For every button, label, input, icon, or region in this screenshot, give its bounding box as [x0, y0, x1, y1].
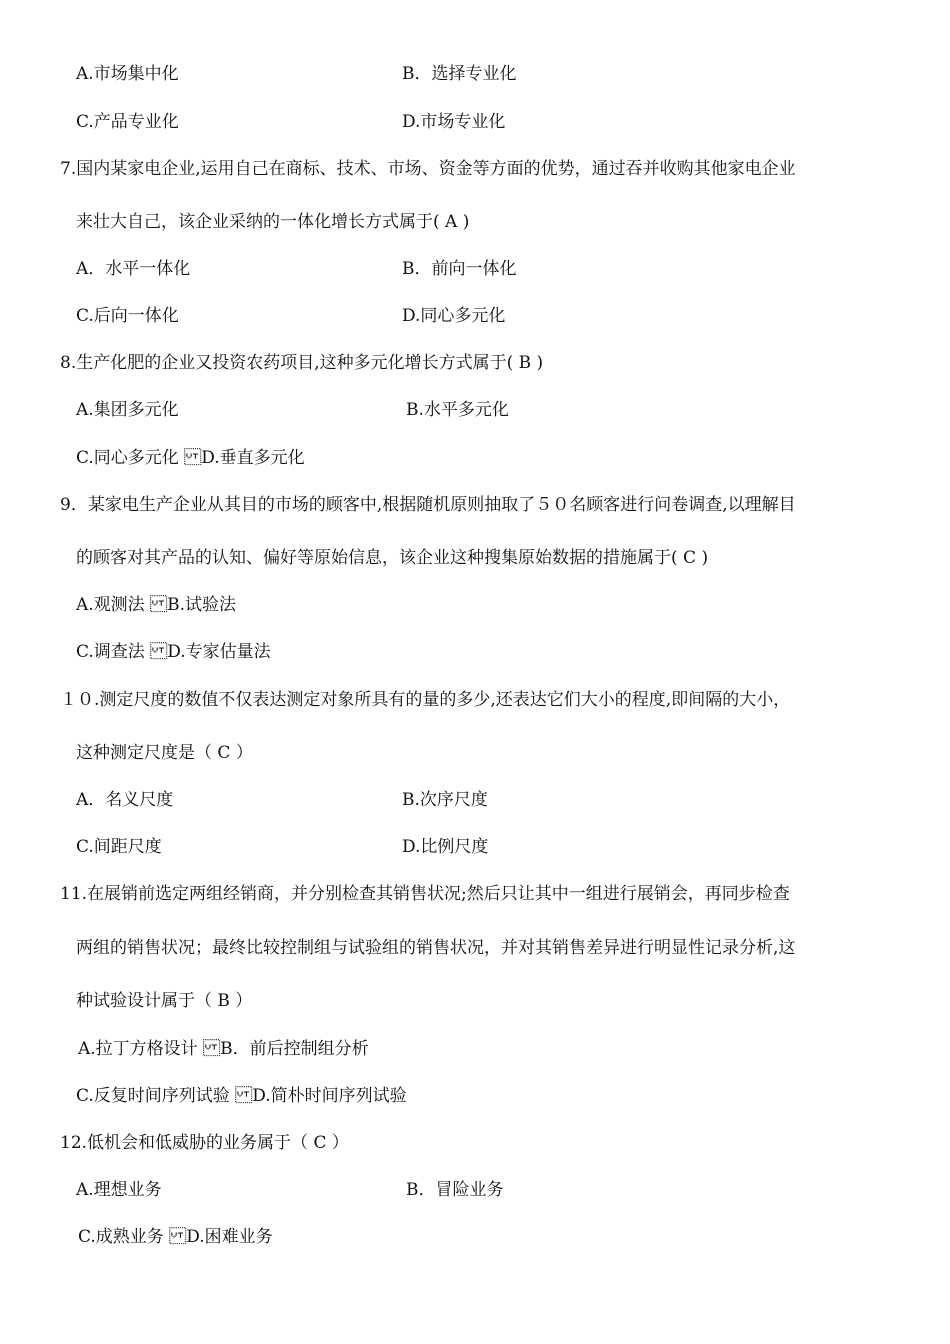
option-10a: A．名义尺度	[76, 790, 174, 810]
option-7c: C.后向一体化	[76, 306, 179, 326]
option-7d: D.同心多元化	[402, 306, 506, 326]
option-6a: A.市场集中化	[76, 64, 179, 84]
option-8a: A.集团多元化	[76, 400, 179, 420]
option-6c: C.产品专业化	[76, 112, 179, 132]
question-11-text-cont: 两组的销售状况；最终比较控制组与试验组的销售状况，并对其销售差异进行明显性记录分析,这	[76, 938, 796, 958]
question-11-text-cont2: 种试验设计属于（ B ）	[76, 991, 253, 1011]
option-10d: D.比例尺度	[402, 837, 489, 857]
options-11ab: A.拉丁方格设计 B．前后控制组分析	[78, 1039, 369, 1059]
option-6d: D.市场专业化	[402, 112, 506, 132]
question-10-text: １０.测定尺度的数值不仅表达测定对象所具有的量的多少,还表达它们大小的程度,即间隔的大小，	[60, 690, 791, 710]
option-10b: B.次序尺度	[402, 790, 488, 810]
options-11cd: C.反复时间序列试验 D.简朴时间序列试验	[76, 1086, 407, 1106]
options-12cd: C.成熟业务 D.困难业务	[78, 1227, 273, 1247]
question-9-text-cont: 的顾客对其产品的认知、偏好等原始信息，该企业这种搜集原始数据的措施属于( C )	[76, 548, 709, 568]
question-12-text: 12.低机会和低威胁的业务属于（ C ）	[60, 1133, 349, 1153]
options-8cd: C.同心多元化 D.垂直多元化	[76, 448, 305, 468]
option-12a: A.理想业务	[76, 1180, 162, 1200]
question-7-text: 7.国内某家电企业,运用自己在商标、技术、市场、资金等方面的优势，通过吞并收购其他家电企业	[60, 159, 796, 179]
option-8b: B.水平多元化	[406, 400, 509, 420]
options-9cd: C.调查法 D.专家估量法	[76, 642, 271, 662]
option-7b: B．前向一体化	[402, 259, 517, 279]
option-7a: A．水平一体化	[76, 259, 191, 279]
option-12b: B．冒险业务	[406, 1180, 504, 1200]
options-9ab: A.观测法 B.试验法	[76, 595, 236, 615]
question-10-text-cont: 这种测定尺度是（ C ）	[76, 743, 253, 763]
question-8-text: 8.生产化肥的企业又投资农药项目,这种多元化增长方式属于( B )	[60, 353, 544, 373]
option-6b: B．选择专业化	[402, 64, 517, 84]
option-10c: C.间距尺度	[76, 837, 162, 857]
question-7-text-cont: 来壮大自己，该企业采纳的一体化增长方式属于( A )	[76, 212, 470, 232]
question-9-text: 9．某家电生产企业从其目的市场的顾客中,根据随机原则抽取了５０名顾客进行问卷调查,以理解目	[60, 495, 796, 515]
question-11-text: 11.在展销前选定两组经销商，并分别检查其销售状况;然后只让其中一组进行展销会，再同步检查	[60, 884, 790, 904]
